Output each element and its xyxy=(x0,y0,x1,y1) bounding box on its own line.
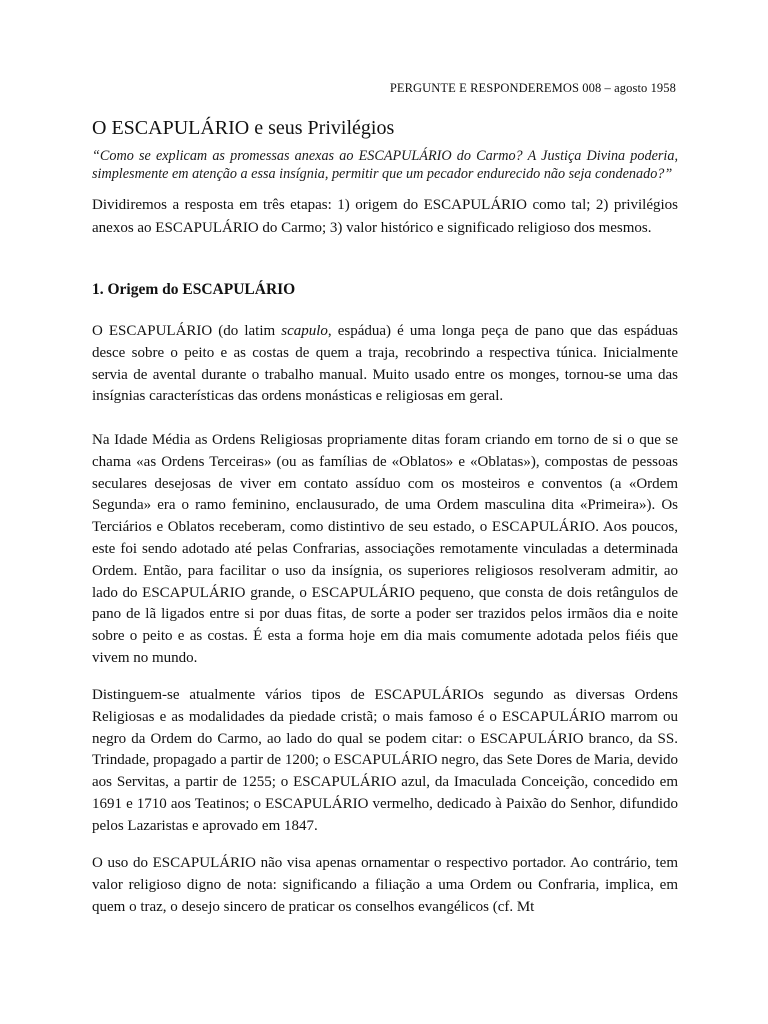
intro-paragraph: Dividiremos a resposta em três etapas: 1) origem do ESCAPULÁRIO como tal; 2) privilégios anexos ao ESCAPULÁRIO do Carmo; 3) valor histórico e significado religioso dos mesmos. xyxy=(92,197,678,236)
paragraph-text: O ESCAPULÁRIO (do latim xyxy=(92,323,282,339)
page-title: O ESCAPULÁRIO e seus Privilégios xyxy=(92,117,395,139)
paragraph-usage: O uso do ESCAPULÁRIO não visa apenas ornamentar o respectivo portador. Ao contrário, tem valor religioso digno de nota: significando a filiação a uma Ordem ou Confraria, implica, em quem o traz, o desejo sincero de praticar os conselhos evangélicos (cf. Mt xyxy=(92,855,678,915)
section-heading: 1. Origem do ESCAPULÁRIO xyxy=(92,281,296,298)
epigraph-quote: “Como se explicam as promessas anexas ao ESCAPULÁRIO do Carmo? A Justiça Divina poderia, simplesmente em atenção a essa insígnia, permitir que um pecador endurecido não seja condenado?” xyxy=(92,148,678,182)
paragraph-origin xyxy=(92,321,678,408)
document-reference: PERGUNTE E RESPONDEREMOS 008 – agosto 1958 xyxy=(389,81,676,95)
paragraph-text: , espádua) é uma longa peça de pano que das espáduas desce sobre o peito e as costas de quem a traja, recobrindo a respectiva túnica. Inicialmente servia de avental durante o trabalho manual. Muito usado entre os monges, tornou-se uma das insígnias características das ordens monásticas e religiosas em geral. xyxy=(92,323,678,405)
latin-term: scapulo xyxy=(281,323,328,339)
paragraph-middle-ages: Na Idade Média as Ordens Religiosas propriamente ditas foram criando em torno de si o que se chama «as Ordens Terceiras» (ou as famílias de «Oblatos» e «Oblatas»), compostas de pessoas seculares desejosas de viver em contato assíduo com os mosteiros e conventos (a «Ordem Segunda» era o ramo feminino, enclausurado, de uma Ordem masculina dita «Primeira»). Os Terciários e Oblatos receberam, como distintivo de seu estado, o ESCAPULÁRIO. Aos poucos, este foi sendo adotado até pelas Confrarias, associações remotamente vinculadas a determinada Ordem. Então, para facilitar o uso da insígnia, os superiores religiosos resolveram admitir, ao lado do ESCAPULÁRIO grande, o ESCAPULÁRIO pequeno, que consta de dois retângulos de pano de lã ligados entre si por duas fitas, de sorte a poder ser trazidos pelos irmãos dia e noite sobre o peito e as costas. É esta a forma hoje em dia mais comumente adotada pelos fiéis que vivem no mundo. xyxy=(92,432,678,666)
paragraph-types: Distinguem-se atualmente vários tipos de ESCAPULÁRIOs segundo as diversas Ordens Religiosas e as modalidades da piedade cristã; o mais famoso é o ESCAPULÁRIO marrom ou negro da Ordem do Carmo, ao lado do qual se podem citar: o ESCAPULÁRIO branco, da SS. Trindade, propagado a partir de 1200; o ESCAPULÁRIO negro, das Sete Dores de Maria, devido aos Servitas, a partir de 1255; o ESCAPULÁRIO azul, da Imaculada Conceição, concedido em 1691 e 1710 aos Teatinos; o ESCAPULÁRIO vermelho, dedicado à Paixão do Senhor, difundido pelos Lazaristas e aprovado em 1847. xyxy=(92,687,678,834)
